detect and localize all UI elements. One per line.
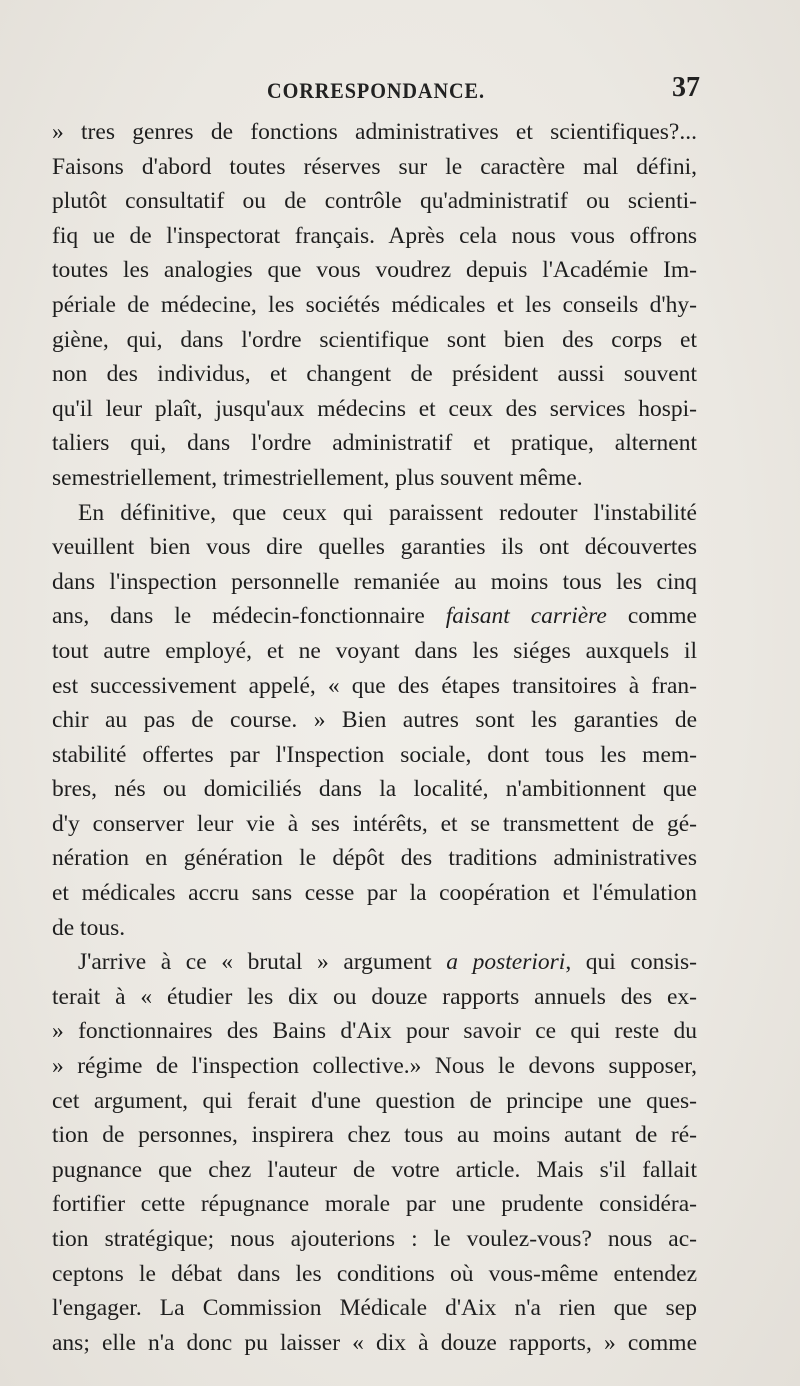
text-line: et médicales accru sans cesse par la coopération et l'émulation <box>52 880 697 907</box>
text-line: veuillent bien vous dire quelles garanties ils ont découvertes <box>52 534 697 561</box>
text-line: ceptons le débat dans les conditions où vous-même entendez <box>52 1260 697 1287</box>
text-line: dans l'inspection personnelle remaniée au moins tous les cinq <box>52 568 697 595</box>
text-fragment: ans, dans le médecin-fonctionnaire <box>52 603 446 630</box>
text-line: tion stratégique; nous ajouterions : le voulez-vous? nous ac- <box>52 1226 697 1252</box>
running-head: CORRESPONDANCE. <box>267 78 485 103</box>
text-line: tout autre employé, et ne voyant dans les siéges auxquels il <box>52 637 697 664</box>
text-fragment: J'arrive à ce « brutal » argument <box>78 949 447 976</box>
page-number: 37 <box>672 72 700 103</box>
text-line: » fonctionnaires des Bains d'Aix pour savoir ce qui reste du <box>52 1018 697 1045</box>
text-line: cet argument, qui ferait d'une question de principe une ques- <box>52 1087 697 1114</box>
text-line: toutes les analogies que vous voudrez depuis l'Académie Im- <box>52 257 697 284</box>
text-line: stabilité offertes par l'Inspection sociale, dont tous les mem- <box>52 741 697 768</box>
text-line: plutôt consultatif ou de contrôle qu'administratif ou scienti- <box>52 188 697 215</box>
italic-phrase: faisant carrière <box>445 603 607 630</box>
text-line: tion de personnes, inspirera chez tous au moins autant de ré- <box>52 1122 697 1149</box>
text-line: » tres genres de fonctions administratives et scientifiques?... <box>52 119 697 145</box>
text-line: non des individus, et changent de président aussi souvent <box>52 361 697 388</box>
text-line: semestriellement, trimestriellement, plus souvent même. <box>52 464 583 491</box>
text-line: périale de médecine, les sociétés médicales et les conseils d'hy- <box>52 291 697 318</box>
text-line: qu'il leur plaît, jusqu'aux médecins et ceux des services hospi- <box>52 395 697 422</box>
text-line: est successivement appelé, « que des étapes transitoires à fran- <box>52 672 697 699</box>
text-line: fortifier cette répugnance morale par une prudente considéra- <box>52 1191 697 1218</box>
text-line: taliers qui, dans l'ordre administratif et pratique, alternent <box>52 430 697 457</box>
text-line: de tous. <box>52 914 126 941</box>
text-line: chir au pas de course. » Bien autres sont les garanties de <box>52 707 697 734</box>
paragraph-start-line-with-italic <box>52 945 697 980</box>
text-fragment: , qui consis- <box>565 949 697 976</box>
text-line: bres, nés ou domiciliés dans la localité, n'ambitionnent que <box>52 776 697 803</box>
text-line: terait à « étudier les dix ou douze rapports annuels des ex- <box>52 983 697 1010</box>
text-line-with-italic <box>52 599 697 634</box>
text-line: pugnance que chez l'auteur de votre article. Mais s'il fallait <box>52 1156 697 1183</box>
page-header <box>52 72 700 112</box>
text-line: » régime de l'inspection collective.» Nous le devons supposer, <box>52 1053 697 1080</box>
text-line: giène, qui, dans l'ordre scientifique sont bien des corps et <box>52 326 697 353</box>
paragraph-start-line: En définitive, que ceux qui paraissent redouter l'instabilité <box>78 499 697 526</box>
text-line: fiq ue de l'inspectorat français. Après cela nous vous offrons <box>52 222 697 249</box>
text-line: Faisons d'abord toutes réserves sur le caractère mal défini, <box>52 153 697 180</box>
text-fragment: comme <box>606 603 697 630</box>
body-text <box>52 115 697 1360</box>
text-line: l'engager. La Commission Médicale d'Aix n'a rien que sep <box>52 1295 697 1322</box>
text-line: nération en génération le dépôt des traditions administratives <box>52 845 697 872</box>
text-line: ans; elle n'a donc pu laisser « dix à douze rapports, » comme <box>52 1329 697 1356</box>
italic-phrase: a posteriori <box>446 949 566 976</box>
text-line: d'y conserver leur vie à ses intérêts, et se transmettent de gé- <box>52 810 697 837</box>
